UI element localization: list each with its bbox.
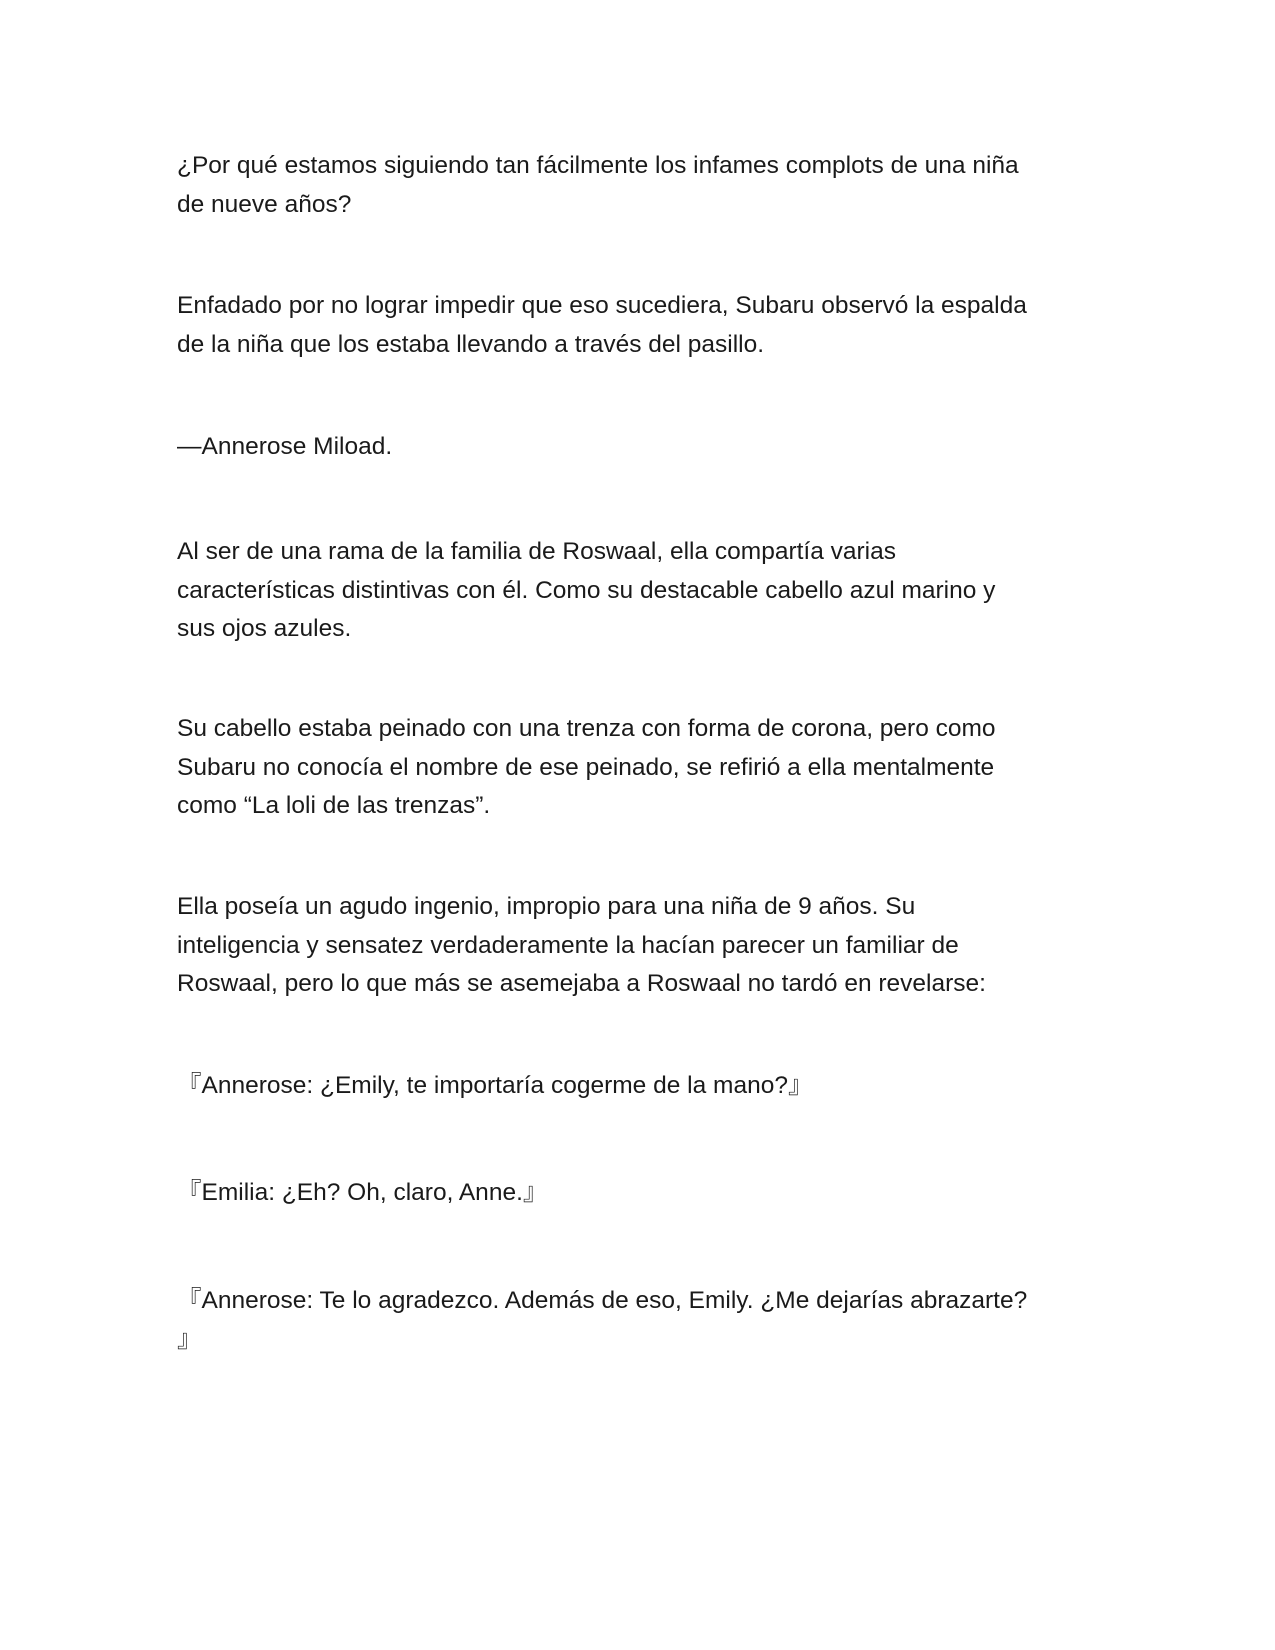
dialogue-annerose-hand: [177, 1067, 1117, 1106]
text-line: características distintivas con él. Como su destacable cabello azul marino y: [177, 576, 996, 604]
paragraph-family-branch: [177, 533, 1117, 649]
paragraph-wit: [177, 888, 1117, 1004]
paragraph-question: [177, 147, 1117, 224]
text-line: Ella poseía un agudo ingenio, impropio para una niña de 9 años. Su: [177, 893, 916, 920]
text-line: sus ojos azules.: [177, 615, 352, 642]
text-line: de la niña que los estaba llevando a través del pasillo.: [177, 330, 765, 358]
paragraph-subaru-annoyed: [177, 287, 1117, 364]
text-line: Roswaal, pero lo que más se asemejaba a Roswaal no tardó en revelarse:: [177, 970, 986, 997]
text-line: 『Annerose: Te lo agradezco. Además de eso, Emily. ¿Me dejarías abrazarte?: [177, 1287, 1028, 1314]
paragraph-hairstyle: [177, 710, 1117, 826]
text-line: 『Emilia: ¿Eh? Oh, claro, Anne.』: [177, 1179, 548, 1206]
text-line: 』: [177, 1325, 202, 1353]
text-line: Subaru no conocía el nombre de ese peinado, se refirió a ella mentalmente: [177, 753, 995, 781]
paragraph-name-annerose: [177, 428, 1117, 467]
text-line: Al ser de una rama de la familia de Roswaal, ella compartía varias: [177, 538, 897, 565]
text-line: —Annerose Miload.: [177, 433, 393, 460]
text-line: como “La loli de las trenzas”.: [177, 792, 491, 819]
text-line: ¿Por qué estamos siguiendo tan fácilmente los infames complots de una niña: [177, 152, 1019, 179]
text-line: 『Annerose: ¿Emily, te importaría cogerme de la mano?』: [177, 1072, 813, 1099]
dialogue-emilia-reply: [177, 1174, 1117, 1213]
text-line: inteligencia y sensatez verdaderamente la hacían parecer un familiar de: [177, 931, 959, 959]
text-line: de nueve años?: [177, 190, 352, 218]
dialogue-annerose-hug: [177, 1282, 1117, 1359]
text-line: Su cabello estaba peinado con una trenza con forma de corona, pero como: [177, 715, 996, 742]
text-line: Enfadado por no lograr impedir que eso sucediera, Subaru observó la espalda: [177, 292, 1027, 319]
